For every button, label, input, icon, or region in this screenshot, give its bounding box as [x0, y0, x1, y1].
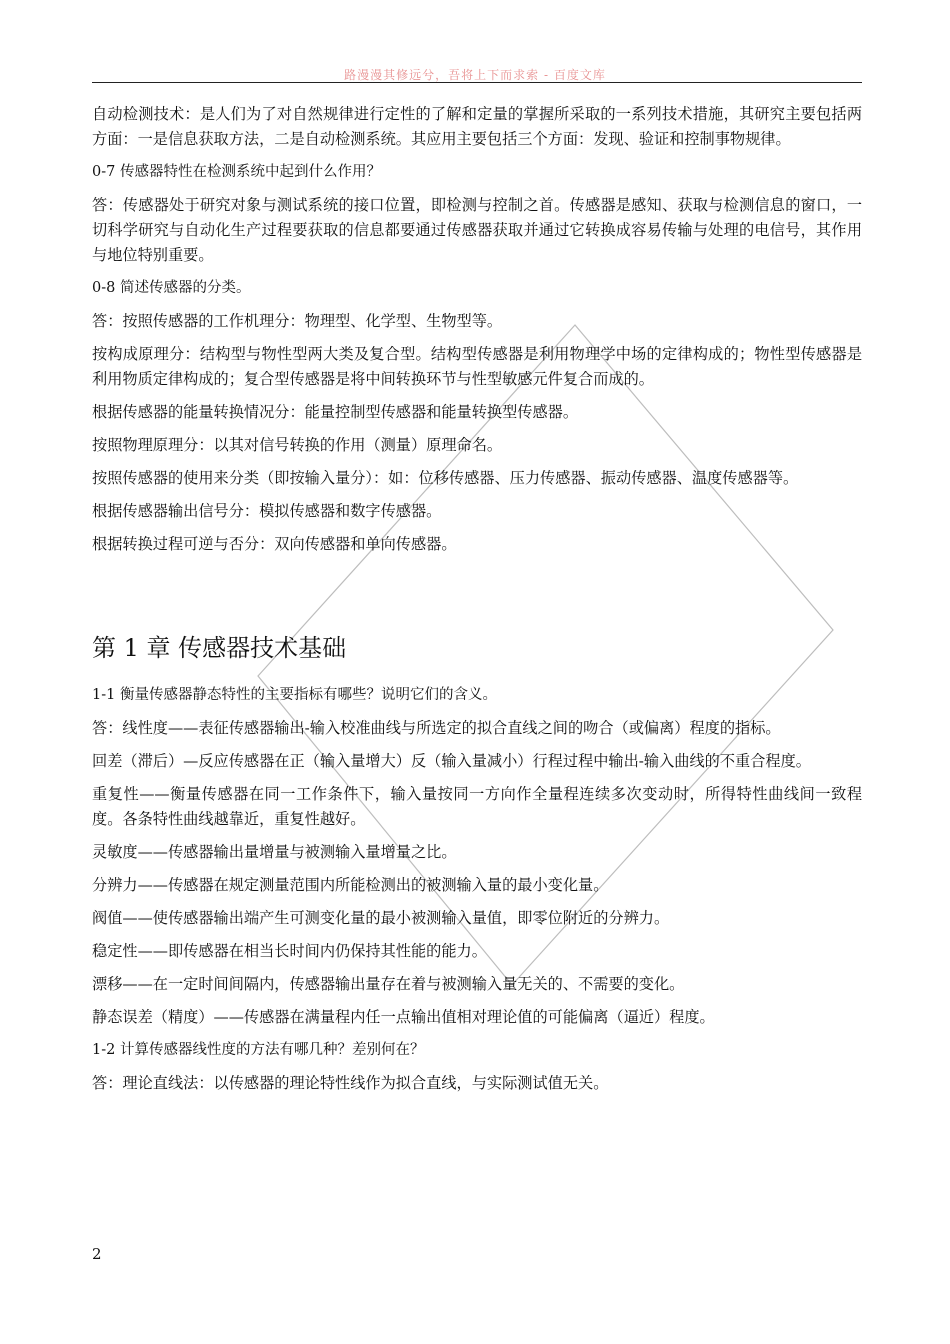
question-1-2: 1-2 计算传感器线性度的方法有哪几种？差别何在？ — [92, 1042, 425, 1058]
header-note: 路漫漫其修远兮，吾将上下而求索 - 百度文库 — [344, 68, 606, 82]
answer-1-1-linearity: 答：线性度——表征传感器输出-输入校准曲线与所选定的拟合直线之间的吻合（或偏离）程度的指标。 — [92, 719, 781, 737]
paragraph-auto-detection-definition: 自动检测技术：是人们为了对自然规律进行定性的了解和定量的掌握所采取的一系列技术措施，其研究主要包括两方面：一是信息获取方法，二是自动检测系统。其应用主要包括三个方面：发现、验证和控制事物规律。 — [92, 105, 862, 148]
spacer — [92, 565, 862, 631]
answer-1-1-hysteresis: 回差（滞后）—反应传感器在正（输入量增大）反（输入量减小）行程过程中输出-输入曲线的不重合程度。 — [92, 752, 811, 770]
page-number: 2 — [92, 1245, 102, 1263]
question-0-7: 0-7 传感器特性在检测系统中起到什么作用？ — [92, 164, 381, 180]
answer-1-1-stability: 稳定性——即传感器在相当长时间内仍保持其性能的能力。 — [92, 942, 487, 960]
answer-0-8-output-signal: 根据传感器输出信号分：模拟传感器和数字传感器。 — [92, 502, 442, 520]
answer-1-1-static-error: 静态误差（精度）——传感器在满量程内任一点输出值相对理论值的可能偏离（逼近）程度。 — [92, 1008, 715, 1026]
answer-1-1-threshold: 阀值——使传感器输出端产生可测变化量的最小被测输入量值，即零位附近的分辨力。 — [92, 909, 670, 927]
answer-0-8-mechanism: 答：按照传感器的工作机理分：物理型、化学型、生物型等。 — [92, 312, 503, 330]
chapter-title: 第 1 章 传感器技术基础 — [92, 634, 347, 662]
answer-0-8-energy: 根据传感器的能量转换情况分：能量控制型传感器和能量转换型传感器。 — [92, 403, 578, 421]
answer-1-1-resolution: 分辨力——传感器在规定测量范围内所能检测出的被测输入量的最小变化量。 — [92, 876, 609, 894]
document-body — [92, 102, 862, 1104]
answer-0-7: 答：传感器处于研究对象与测试系统的接口位置，即检测与控制之首。传感器是感知、获取与检测信息的窗口，一切科学研究与自动化生产过程要获取的信息都要通过传感器获取并通过它转换成容易传输与处理的电信号，其作用与地位特别重要。 — [92, 196, 862, 264]
question-1-1: 1-1 衡量传感器静态特性的主要指标有哪些？说明它们的含义。 — [92, 687, 497, 703]
answer-0-8-physical-principle: 按照物理原理分：以其对信号转换的作用（测量）原理命名。 — [92, 436, 503, 454]
answer-1-2-theoretical-line: 答：理论直线法：以传感器的理论特性线作为拟合直线，与实际测试值无关。 — [92, 1074, 609, 1092]
answer-1-1-repeatability: 重复性——衡量传感器在同一工作条件下，输入量按同一方向作全量程连续多次变动时，所得特性曲线间一致程度。各条特性曲线越靠近，重复性越好。 — [92, 785, 862, 828]
header-rule — [92, 82, 862, 83]
answer-1-1-sensitivity: 灵敏度——传感器输出量增量与被测输入量增量之比。 — [92, 843, 457, 861]
answer-1-1-drift: 漂移——在一定时间间隔内，传感器输出量存在着与被测输入量无关的、不需要的变化。 — [92, 975, 685, 993]
question-0-8: 0-8 简述传感器的分类。 — [92, 280, 251, 296]
answer-0-8-construction: 按构成原理分：结构型与物性型两大类及复合型。结构型传感器是利用物理学中场的定律构成的；物性型传感器是利用物质定律构成的；复合型传感器是将中间转换环节与性型敏感元件复合而成的。 — [92, 345, 862, 388]
answer-0-8-reversibility: 根据转换过程可逆与否分：双向传感器和单向传感器。 — [92, 535, 457, 553]
answer-0-8-usage: 按照传感器的使用来分类（即按输入量分）：如：位移传感器、压力传感器、振动传感器、温度传感器等。 — [92, 469, 799, 487]
